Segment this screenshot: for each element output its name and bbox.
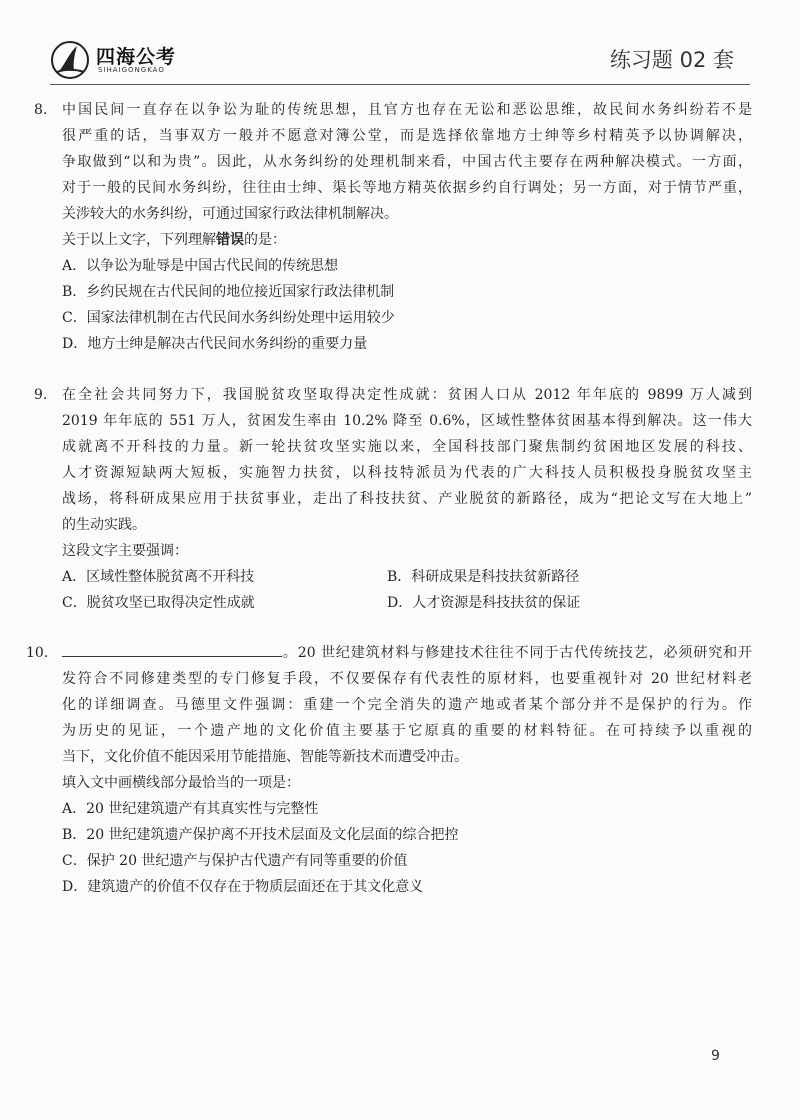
stem-line: 2019 年年底的 551 万人，贫困发生率由 10.2% 降至 0.6%，区域性整体贫困基本得到解决。这一伟大: [62, 413, 752, 429]
question-stem: [62, 97, 752, 227]
stem-line: 当下，文化价值不能因采用节能措施、智能等新技术而遭受冲击。: [62, 749, 468, 765]
option-a[interactable]: A．区域性整体脱贫离不开科技: [62, 569, 255, 585]
option-b[interactable]: B．科研成果是科技扶贫新路径: [387, 569, 580, 585]
question-stem: [62, 382, 752, 538]
question-stem: [62, 640, 752, 770]
question-9: [34, 382, 752, 616]
option-a[interactable]: A．以争讼为耻辱是中国古代民间的传统思想: [62, 258, 339, 274]
page-header: [0, 0, 800, 90]
set-title: 练习题 02 套: [609, 48, 734, 72]
question-prompt: 关于以上文字，下列理解错误的是：: [62, 232, 286, 248]
option-c[interactable]: C．脱贫攻坚已取得决定性成就: [62, 595, 255, 611]
option-d[interactable]: D．建筑遗产的价值不仅存在于物质层面还在于其文化意义: [62, 879, 424, 895]
page-number: 9: [711, 1048, 720, 1064]
stem-line: 关涉较大的水务纠纷，可通过国家行政法律机制解决。: [62, 206, 398, 222]
logo-subtitle: SIHAIGONGKAO: [98, 66, 165, 74]
option-b[interactable]: B．20 世纪建筑遗产保护离不开技术层面及文化层面的综合把控: [62, 827, 459, 843]
question-number: 9.: [34, 387, 48, 403]
sail-logo-icon: [50, 40, 90, 80]
logo: [50, 40, 195, 86]
stem-line: 发符合不同修建类型的专门修复手段，不仅要保存有代表性的原材料，也要重视针对 20 世纪材料老: [62, 671, 752, 687]
stem-line: 在全社会共同努力下，我国脱贫攻坚取得决定性成就：贫困人口从 2012 年年底的 9899 万人减到: [62, 387, 752, 403]
stem-line: 。20 世纪建筑材料与修建技术往往不同于古代传统技艺，必须研究和开: [62, 640, 752, 666]
stem-line: 化的详细调查。马德里文件强调：重建一个完全消失的遗产地或者某个部分并不是保护的行为。作: [62, 697, 752, 713]
stem-line: 人才资源短缺两大短板，实施智力扶贫，以科技特派员为代表的广大科技人员积极投身脱贫攻坚主: [62, 465, 752, 481]
stem-line: 中国民间一直存在以争讼为耻的传统思想，且官方也存在无讼和恶讼思维，故民间水务纠纷若不是: [62, 102, 752, 118]
fill-blank[interactable]: [62, 642, 282, 657]
stem-line: 战场，将科研成果应用于扶贫事业，走出了科技扶贫、产业脱贫的新路径，成为“把论文写在大地上”: [62, 491, 752, 507]
header-divider: [50, 84, 750, 85]
emphasis-word: 错误: [216, 232, 244, 248]
question-number: 8.: [34, 102, 48, 118]
option-a[interactable]: A．20 世纪建筑遗产有其真实性与完整性: [62, 801, 319, 817]
option-d[interactable]: D．人才资源是科技扶贫的保证: [387, 595, 581, 611]
question-8: [34, 97, 752, 357]
stem-line: 争取做到“以和为贵”。因此，从水务纠纷的处理机制来看，中国古代主要存在两种解决模式。一方面，: [62, 154, 752, 170]
stem-line: 为历史的见证，一个遗产地的文化价值主要基于它原真的重要的材料特征。在可持续予以重视的: [62, 723, 752, 739]
stem-line: 的生动实践。: [62, 517, 146, 533]
question-prompt: 填入文中画横线部分最恰当的一项是：: [62, 775, 300, 791]
stem-line: 很严重的话，当事双方一般并不愿意对簿公堂，而是选择依靠地方士绅等乡村精英予以协调解决，: [62, 128, 752, 144]
options-grid: [62, 564, 752, 616]
logo-name: 四海公考: [96, 46, 177, 68]
stem-line: 对于一般的民间水务纠纷，往往由士绅、渠长等地方精英依据乡约自行调处；另一方面，对于情节严重，: [62, 180, 752, 196]
question-10: [26, 640, 752, 900]
option-c[interactable]: C．保护 20 世纪遗产与保护古代遗产有同等重要的价值: [62, 853, 408, 869]
question-number: 10.: [26, 645, 49, 661]
stem-line: 成就离不开科技的力量。新一轮扶贫攻坚实施以来，全国科技部门聚焦制约贫困地区发展的科技、: [62, 439, 752, 455]
option-c[interactable]: C．国家法律机制在古代民间水务纠纷处理中运用较少: [62, 310, 395, 326]
question-prompt: 这段文字主要强调：: [62, 543, 188, 559]
option-b[interactable]: B．乡约民规在古代民间的地位接近国家行政法律机制: [62, 284, 395, 300]
option-d[interactable]: D．地方士绅是解决古代民间水务纠纷的重要力量: [62, 336, 368, 352]
